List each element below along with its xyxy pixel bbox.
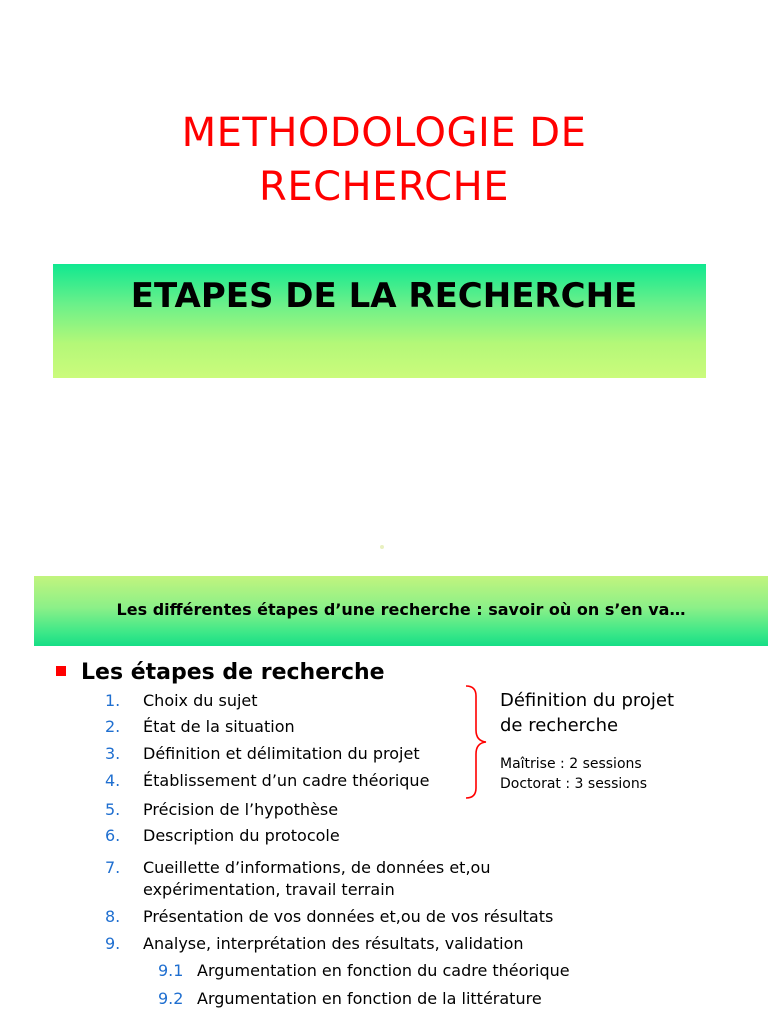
doctorat-sessions: Doctorat : 3 sessions (500, 776, 648, 792)
step-number: 6. (105, 826, 121, 845)
maitrise-sessions: Maîtrise : 2 sessions (500, 756, 642, 772)
step-number: 3. (105, 744, 121, 763)
step-number: 1. (105, 691, 121, 710)
definition-label (500, 688, 674, 738)
sessions-info (500, 754, 647, 794)
step-number: 8. (105, 907, 121, 926)
step-number: 9. (105, 934, 121, 953)
step-text: Cueillette d’informations, de données et,ou (143, 858, 491, 877)
square-bullet-icon (56, 666, 66, 676)
section-banner-title: ETAPES DE LA RECHERCHE (130, 276, 638, 316)
step-text: Présentation de vos données et,ou de vos résultats (143, 907, 554, 926)
definition-line-1: Définition du projet (500, 690, 675, 711)
title-line-2: RECHERCHE (259, 164, 509, 210)
step-text: Établissement d’un cadre théorique (143, 771, 430, 790)
step-text: État de la situation (143, 717, 295, 736)
substep-text: Argumentation en fonction du cadre théorique (197, 961, 570, 980)
curly-brace-icon (460, 684, 490, 800)
step-number: 5. (105, 800, 121, 819)
step-number: 7. (105, 858, 121, 877)
step-number: 2. (105, 717, 121, 736)
definition-line-2: de recherche (500, 715, 619, 736)
step-text: Analyse, interprétation des résultats, validation (143, 934, 524, 953)
page-title (0, 106, 768, 214)
substep-text: Argumentation en fonction de la littérature (197, 989, 542, 1008)
substep-number: 9.2 (158, 989, 184, 1008)
step-text: Définition et délimitation du projet (143, 744, 420, 763)
decorative-dot (380, 545, 384, 549)
step-text: expérimentation, travail terrain (143, 880, 395, 899)
step-text: Description du protocole (143, 826, 340, 845)
step-number: 4. (105, 771, 121, 790)
title-line-1: METHODOLOGIE DE (181, 110, 587, 156)
substep-number: 9.1 (158, 961, 184, 980)
steps-heading: Les étapes de recherche (81, 660, 385, 685)
step-text: Choix du sujet (143, 691, 258, 710)
step-text: Précision de l’hypothèse (143, 800, 339, 819)
subtitle-banner-text: Les différentes étapes d’une recherche : savoir où on s’en va… (116, 600, 686, 619)
